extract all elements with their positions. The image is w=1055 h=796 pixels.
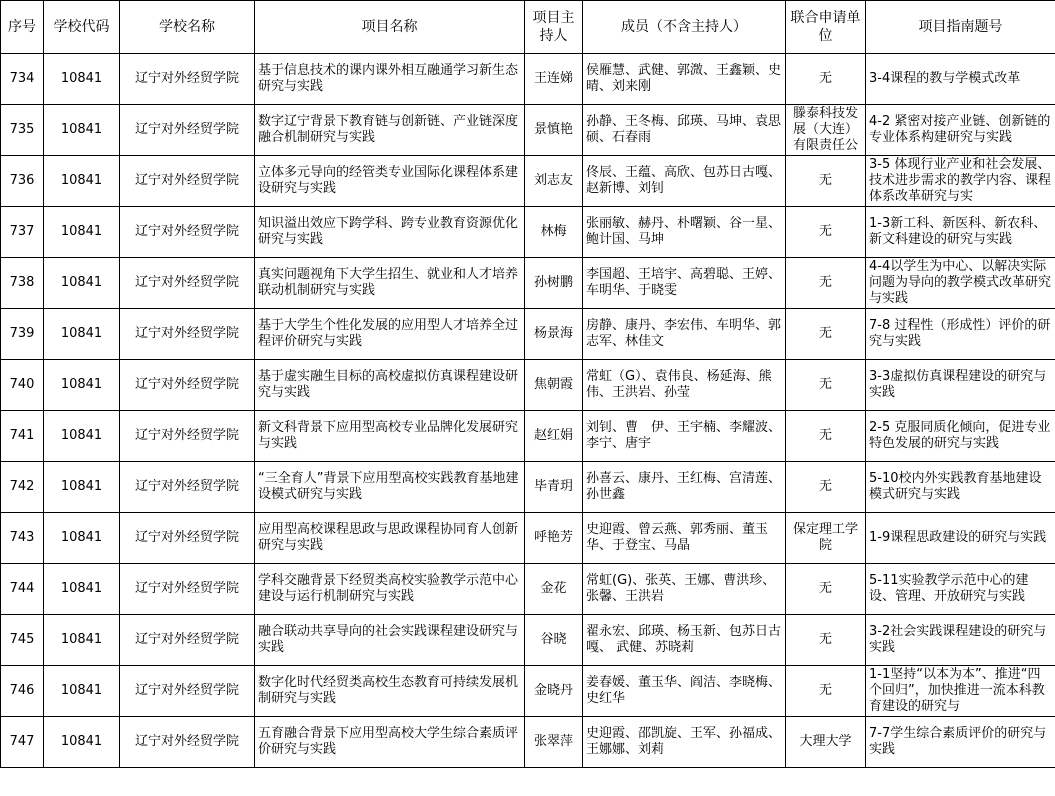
- cell-school-name-text: 辽宁对外经贸学院: [134, 734, 239, 749]
- cell-members-text: 史迎霞、邵凯旋、王军、孙福成、王娜娜、刘莉: [586, 726, 782, 757]
- cell-project-name: [255, 258, 525, 309]
- cell-joint-unit-text: 无: [818, 479, 832, 494]
- cell-joint-unit-text: 无: [818, 173, 832, 188]
- header-members: 成员（不含主持人）: [583, 1, 786, 54]
- cell-school-name: [120, 462, 255, 513]
- header-school-code: 学校代码: [44, 1, 120, 54]
- cell-leader-text: 刘志友: [533, 173, 573, 188]
- cell-seq: [1, 309, 44, 360]
- cell-school-name: [120, 309, 255, 360]
- cell-school-name: [120, 513, 255, 564]
- cell-members-text: 刘钊、曹 伊、王宇楠、李耀波、李宁、唐宇: [586, 420, 782, 451]
- cell-project-name: [255, 564, 525, 615]
- cell-school-code-text: 10841: [60, 581, 103, 596]
- cell-leader-text: 杨景海: [533, 326, 573, 341]
- cell-seq: [1, 564, 44, 615]
- cell-guide-number-text: 3-3虚拟仿真课程建设的研究与实践: [869, 369, 1047, 400]
- cell-members: [583, 564, 786, 615]
- cell-school-name: [120, 411, 255, 462]
- cell-joint-unit: [786, 258, 866, 309]
- cell-guide-number-text: 7-8 过程性（形成性）评价的研究与实践: [869, 318, 1051, 349]
- table-row: [1, 411, 1055, 462]
- cell-members: [583, 54, 786, 105]
- cell-project-name: [255, 54, 525, 105]
- cell-project-name: [255, 411, 525, 462]
- cell-seq-text: 739: [9, 326, 35, 341]
- cell-leader: [525, 207, 583, 258]
- cell-seq-text: 741: [9, 428, 35, 443]
- cell-guide-number-text: 3-4课程的教与学模式改革: [869, 71, 1021, 86]
- header-project-name: 项目名称: [255, 1, 525, 54]
- cell-guide-number-text: 1-1坚持“以本为本”、推进“四个回归”，加快推进一流本科教育建设的研究与: [869, 667, 1045, 714]
- cell-school-name-text: 辽宁对外经贸学院: [134, 71, 239, 86]
- cell-seq-text: 744: [9, 581, 35, 596]
- cell-leader: [525, 156, 583, 207]
- cell-project-name: [255, 207, 525, 258]
- cell-school-name-text: 辽宁对外经贸学院: [134, 377, 239, 392]
- cell-school-code: [44, 564, 120, 615]
- cell-seq: [1, 105, 44, 156]
- cell-school-code-text: 10841: [60, 428, 103, 443]
- cell-guide-number-text: 1-3新工科、新医科、新农科、新文科建设的研究与实践: [869, 216, 1047, 247]
- cell-members-text: 姜春媛、董玉华、阎洁、李晓梅、史红华: [586, 675, 782, 706]
- cell-school-code-text: 10841: [60, 326, 103, 341]
- cell-school-code-text: 10841: [60, 377, 103, 392]
- cell-guide-number: [866, 564, 1055, 615]
- cell-project-name: [255, 105, 525, 156]
- cell-joint-unit: [786, 207, 866, 258]
- cell-school-name-text: 辽宁对外经贸学院: [134, 224, 239, 239]
- cell-school-name-text: 辽宁对外经贸学院: [134, 479, 239, 494]
- cell-joint-unit: [786, 717, 866, 768]
- cell-joint-unit: [786, 360, 866, 411]
- cell-school-code: [44, 207, 120, 258]
- cell-joint-unit: [786, 156, 866, 207]
- cell-guide-number: [866, 717, 1055, 768]
- cell-school-code-text: 10841: [60, 71, 103, 86]
- cell-members: [583, 258, 786, 309]
- cell-members-text: 李国超、王培宇、高碧聪、王婷、车明华、于晓雯: [586, 267, 782, 298]
- header-school-name: 学校名称: [120, 1, 255, 54]
- cell-leader: [525, 666, 583, 717]
- cell-guide-number-text: 3-5 体现行业产业和社会发展、技术进步需求的教学内容、课程体系改革研究与实: [869, 157, 1052, 204]
- cell-joint-unit-text: 无: [818, 275, 832, 290]
- table-row: [1, 513, 1055, 564]
- header-joint-unit: 联合申请单位: [786, 1, 866, 54]
- cell-school-name-text: 辽宁对外经贸学院: [134, 275, 239, 290]
- cell-seq: [1, 615, 44, 666]
- cell-seq: [1, 258, 44, 309]
- cell-leader: [525, 615, 583, 666]
- cell-project-name-text: 基于信息技术的课内课外相互融通学习新生态研究与实践: [258, 63, 519, 94]
- cell-leader: [525, 309, 583, 360]
- cell-guide-number: [866, 207, 1055, 258]
- cell-leader-text: 金晓丹: [533, 683, 573, 698]
- cell-seq-text: 745: [9, 632, 35, 647]
- cell-leader-text: 呼艳芳: [533, 530, 573, 545]
- cell-seq-text: 747: [9, 734, 35, 749]
- cell-members-text: 常虹（G）、袁伟良、杨延海、熊伟、王洪岩、孙莹: [586, 369, 772, 400]
- cell-project-name-text: 新文科背景下应用型高校专业品牌化发展研究与实践: [258, 420, 519, 451]
- cell-members-text: 侯雁慧、武健、郭溦、王鑫颖、史晴、刘来刚: [586, 63, 782, 94]
- cell-seq-text: 738: [9, 275, 35, 290]
- cell-project-name-text: 应用型高校课程思政与思政课程协同育人创新研究与实践: [258, 522, 519, 553]
- cell-members-text: 常虹(G)、张英、王娜、曹洪珍、张馨、王洪岩: [586, 573, 776, 604]
- header-guide-number: 项目指南题号: [866, 1, 1055, 54]
- cell-guide-number-text: 2-5 克服同质化倾向，促进专业特色发展的研究与实践: [869, 420, 1051, 451]
- cell-guide-number: [866, 513, 1055, 564]
- cell-seq-text: 740: [9, 377, 35, 392]
- cell-members: [583, 666, 786, 717]
- table-body: [1, 54, 1055, 768]
- cell-school-name: [120, 666, 255, 717]
- cell-school-code-text: 10841: [60, 122, 103, 137]
- cell-guide-number: [866, 54, 1055, 105]
- header-leader: 项目主持人: [525, 1, 583, 54]
- cell-joint-unit-text: 无: [818, 632, 832, 647]
- cell-school-name: [120, 156, 255, 207]
- cell-school-code-text: 10841: [60, 632, 103, 647]
- cell-leader-text: 赵红娟: [533, 428, 573, 443]
- cell-school-name-text: 辽宁对外经贸学院: [134, 683, 239, 698]
- cell-joint-unit: [786, 54, 866, 105]
- cell-members: [583, 207, 786, 258]
- cell-guide-number-text: 4-2 紧密对接产业链、创新链的专业体系构建研究与实践: [869, 114, 1051, 145]
- cell-guide-number: [866, 615, 1055, 666]
- cell-guide-number: [866, 411, 1055, 462]
- cell-leader-text: 谷晓: [540, 632, 567, 647]
- cell-joint-unit-text: 滕泰科技发展（大连）有限责任公: [792, 106, 858, 153]
- cell-leader: [525, 360, 583, 411]
- cell-school-code-text: 10841: [60, 224, 103, 239]
- cell-school-name: [120, 564, 255, 615]
- cell-project-name: [255, 666, 525, 717]
- cell-school-code: [44, 411, 120, 462]
- cell-joint-unit-text: 无: [818, 581, 832, 596]
- cell-school-code: [44, 309, 120, 360]
- cell-seq-text: 736: [9, 173, 35, 188]
- table-row: [1, 54, 1055, 105]
- cell-project-name: [255, 717, 525, 768]
- cell-school-code: [44, 105, 120, 156]
- cell-leader: [525, 105, 583, 156]
- cell-seq: [1, 462, 44, 513]
- cell-seq: [1, 411, 44, 462]
- cell-guide-number: [866, 360, 1055, 411]
- cell-seq: [1, 207, 44, 258]
- cell-seq-text: 743: [9, 530, 35, 545]
- cell-leader: [525, 54, 583, 105]
- cell-joint-unit: [786, 666, 866, 717]
- cell-project-name-text: 真实问题视角下大学生招生、就业和人才培养联动机制研究与实践: [258, 267, 519, 298]
- cell-school-name: [120, 207, 255, 258]
- cell-project-name-text: 五育融合背景下应用型高校大学生综合素质评价研究与实践: [258, 726, 519, 757]
- cell-joint-unit-text: 无: [818, 683, 832, 698]
- cell-project-name: [255, 156, 525, 207]
- cell-guide-number: [866, 156, 1055, 207]
- cell-school-name-text: 辽宁对外经贸学院: [134, 581, 239, 596]
- cell-school-name-text: 辽宁对外经贸学院: [134, 530, 239, 545]
- cell-school-code-text: 10841: [60, 173, 103, 188]
- cell-joint-unit: [786, 513, 866, 564]
- cell-school-code: [44, 156, 120, 207]
- cell-leader: [525, 564, 583, 615]
- cell-seq-text: 746: [9, 683, 35, 698]
- cell-school-code: [44, 54, 120, 105]
- cell-school-name: [120, 105, 255, 156]
- cell-joint-unit-text: 大理大学: [799, 734, 852, 749]
- cell-leader: [525, 258, 583, 309]
- cell-joint-unit: [786, 411, 866, 462]
- cell-leader-text: 焦朝霞: [533, 377, 573, 392]
- cell-project-name-text: 融合联动共享导向的社会实践课程建设研究与实践: [258, 624, 519, 655]
- table-row: [1, 615, 1055, 666]
- cell-joint-unit: [786, 309, 866, 360]
- cell-leader-text: 孙树鹏: [533, 275, 573, 290]
- cell-seq: [1, 717, 44, 768]
- cell-leader-text: 毕青玥: [533, 479, 573, 494]
- cell-members: [583, 411, 786, 462]
- table-header: [1, 1, 1055, 54]
- table-row: [1, 105, 1055, 156]
- table-row: [1, 156, 1055, 207]
- cell-school-code: [44, 462, 120, 513]
- cell-project-name: [255, 462, 525, 513]
- cell-project-name-text: “三全育人”背景下应用型高校实践教育基地建设模式研究与实践: [258, 471, 519, 502]
- cell-school-name-text: 辽宁对外经贸学院: [134, 326, 239, 341]
- cell-members: [583, 462, 786, 513]
- cell-members: [583, 513, 786, 564]
- cell-members: [583, 156, 786, 207]
- cell-school-name: [120, 54, 255, 105]
- cell-guide-number: [866, 258, 1055, 309]
- table-row: [1, 207, 1055, 258]
- cell-project-name-text: 数字辽宁背景下教育链与创新链、产业链深度融合机制研究与实践: [258, 114, 519, 145]
- cell-project-name: [255, 615, 525, 666]
- cell-joint-unit-text: 无: [818, 326, 832, 341]
- table-row: [1, 309, 1055, 360]
- cell-members: [583, 309, 786, 360]
- cell-members-text: 孙静、王冬梅、邱瑛、马坤、袁思硕、石春雨: [586, 114, 782, 145]
- cell-leader: [525, 411, 583, 462]
- cell-guide-number: [866, 105, 1055, 156]
- cell-leader-text: 林梅: [540, 224, 567, 239]
- cell-school-name: [120, 258, 255, 309]
- cell-seq-text: 734: [9, 71, 35, 86]
- cell-project-name-text: 数字化时代经贸类高校生态教育可持续发展机制研究与实践: [258, 675, 519, 706]
- cell-seq: [1, 513, 44, 564]
- cell-members: [583, 717, 786, 768]
- cell-members: [583, 615, 786, 666]
- cell-joint-unit: [786, 564, 866, 615]
- cell-leader: [525, 462, 583, 513]
- cell-joint-unit-text: 无: [818, 377, 832, 392]
- cell-joint-unit-text: 无: [818, 428, 832, 443]
- cell-seq: [1, 54, 44, 105]
- cell-leader: [525, 717, 583, 768]
- cell-school-code-text: 10841: [60, 530, 103, 545]
- cell-school-code: [44, 717, 120, 768]
- cell-joint-unit-text: 无: [818, 224, 832, 239]
- cell-guide-number-text: 7-7学生综合素质评价的研究与实践: [869, 726, 1047, 757]
- table-row: [1, 258, 1055, 309]
- cell-school-code-text: 10841: [60, 683, 103, 698]
- cell-school-code-text: 10841: [60, 275, 103, 290]
- cell-guide-number-text: 3-2社会实践课程建设的研究与实践: [869, 624, 1047, 655]
- cell-members: [583, 105, 786, 156]
- table-row: [1, 717, 1055, 768]
- cell-school-name: [120, 717, 255, 768]
- cell-joint-unit-text: 保定理工学院: [792, 522, 858, 553]
- cell-project-name: [255, 309, 525, 360]
- cell-project-name-text: 学科交融背景下经贸类高校实验教学示范中心建设与运行机制研究与实践: [258, 573, 519, 604]
- cell-joint-unit: [786, 105, 866, 156]
- cell-guide-number-text: 5-10校内外实践教育基地建设模式研究与实践: [869, 471, 1042, 502]
- cell-guide-number: [866, 462, 1055, 513]
- cell-leader-text: 景慎艳: [533, 122, 573, 137]
- header-seq: 序号: [1, 1, 44, 54]
- table-row: [1, 666, 1055, 717]
- cell-school-name-text: 辽宁对外经贸学院: [134, 173, 239, 188]
- cell-guide-number-text: 4-4以学生为中心、以解决实际问题为导向的教学模式改革研究与实践: [869, 259, 1052, 306]
- cell-school-name-text: 辽宁对外经贸学院: [134, 632, 239, 647]
- cell-school-name: [120, 615, 255, 666]
- cell-members-text: 翟永宏、邱瑛、杨玉新、包苏日古嘎、 武健、苏晓莉: [586, 624, 782, 655]
- cell-project-name: [255, 360, 525, 411]
- cell-leader-text: 金花: [540, 581, 567, 596]
- cell-project-name-text: 立体多元导向的经管类专业国际化课程体系建设研究与实践: [258, 165, 519, 196]
- cell-leader-text: 王连娣: [533, 71, 573, 86]
- cell-seq: [1, 360, 44, 411]
- cell-project-name: [255, 513, 525, 564]
- cell-members-text: 孙喜云、康丹、王红梅、宫清莲、孙世鑫: [586, 471, 782, 502]
- cell-leader: [525, 513, 583, 564]
- cell-seq-text: 742: [9, 479, 35, 494]
- cell-school-code-text: 10841: [60, 734, 103, 749]
- cell-seq: [1, 156, 44, 207]
- cell-members-text: 房静、康丹、李宏伟、车明华、郭志军、林佳文: [586, 318, 782, 349]
- cell-seq: [1, 666, 44, 717]
- cell-school-code: [44, 666, 120, 717]
- cell-school-name: [120, 360, 255, 411]
- cell-members-text: 史迎霞、曾云燕、郭秀丽、董玉华、于登宝、马晶: [586, 522, 769, 553]
- cell-school-code: [44, 513, 120, 564]
- cell-members: [583, 360, 786, 411]
- cell-project-name-text: 基于虚实融生目标的高校虚拟仿真课程建设研究与实践: [258, 369, 519, 400]
- cell-school-name-text: 辽宁对外经贸学院: [134, 122, 239, 137]
- cell-leader-text: 张翠萍: [533, 734, 573, 749]
- cell-members-text: 佟辰、王蕴、高欣、包苏日古嘎、赵新博、刘钊: [586, 165, 782, 196]
- cell-joint-unit: [786, 462, 866, 513]
- cell-seq-text: 735: [9, 122, 35, 137]
- cell-school-code-text: 10841: [60, 479, 103, 494]
- cell-school-code: [44, 615, 120, 666]
- cell-guide-number: [866, 309, 1055, 360]
- cell-seq-text: 737: [9, 224, 35, 239]
- cell-project-name-text: 基于大学生个性化发展的应用型人才培养全过程评价研究与实践: [258, 318, 519, 349]
- cell-school-code: [44, 258, 120, 309]
- cell-project-name-text: 知识溢出效应下跨学科、跨专业教育资源优化研究与实践: [258, 216, 519, 247]
- cell-members-text: 张丽敏、赫丹、朴曙颖、谷一星、鲍计国、马坤: [586, 216, 782, 247]
- table-row: [1, 564, 1055, 615]
- table-row: [1, 360, 1055, 411]
- cell-joint-unit-text: 无: [818, 71, 832, 86]
- cell-school-code: [44, 360, 120, 411]
- cell-guide-number-text: 5-11实验教学示范中心的建设、管理、开放研究与实践: [869, 573, 1029, 604]
- cell-joint-unit: [786, 615, 866, 666]
- cell-guide-number-text: 1-9课程思政建设的研究与实践: [869, 530, 1047, 545]
- cell-guide-number: [866, 666, 1055, 717]
- cell-school-name-text: 辽宁对外经贸学院: [134, 428, 239, 443]
- table-row: [1, 462, 1055, 513]
